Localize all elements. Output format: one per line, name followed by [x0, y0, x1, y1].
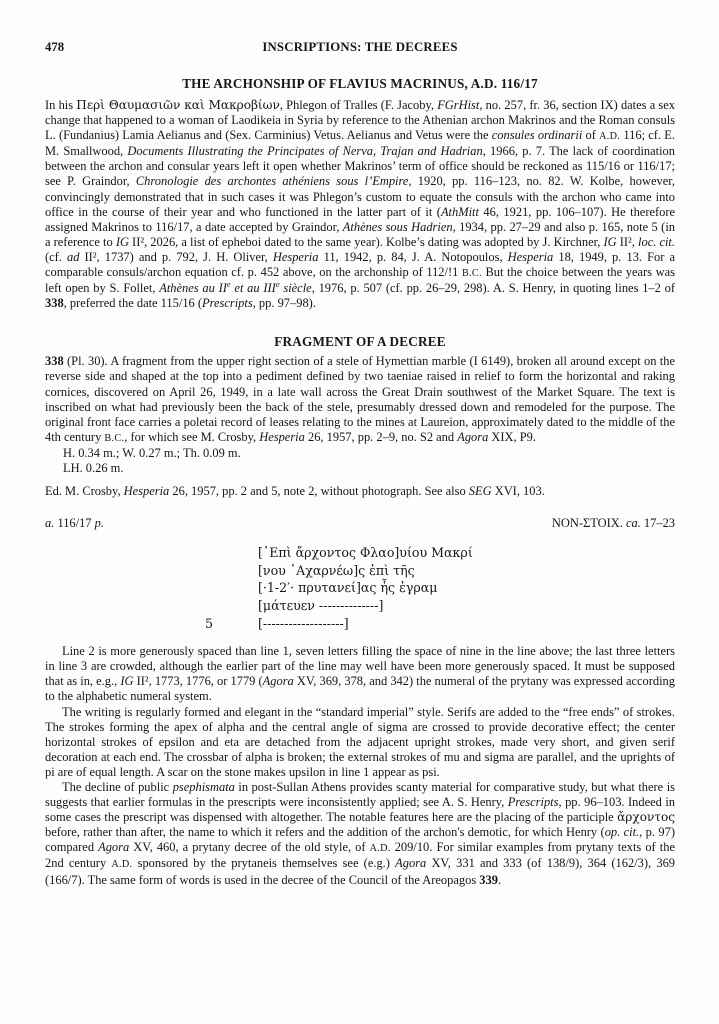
section-title: THE ARCHONSHIP OF FLAVIUS MACRINUS, A.D. 116/17 [182, 76, 538, 91]
inscription-line [205, 562, 675, 580]
decree-description: 338 (Pl. 30). A fragment from the upper right section of a stele of Hymettian marble (I 6149), broken all around except on the reverse side and shaped at the top into a pediment defined by two taeniae raised in relief to form the horizontal and raking cornices, discovered on April 26, 1949, in a late wall across the Great Drain southwest of the Market Square. The text is inscribed on what had previously been the back of the stele, presumably dressed down and remodeled for the purpose. The original front face carries a poletai record of leases relating to the mines at Laureion, approximately dated to the middle of the 4th century B.C., for which see M. Crosby, Hesperia 26, 1957, pp. 2–9, no. S2 and Agora XIX, P9. [45, 354, 675, 444]
commentary-paragraph-spacing: Line 2 is more generously spaced than line 1, seven letters filling the space of nine in the line above; the last three letters in line 3 are crowded, although the earlier part of the line may well have been more generously spaced. It must be supposed that as in, e.g., IG II², 1773, 1776, or 1779 (Agora XV, 369, 378, and 342) the numeral of the prytany was expressed according to the alphabetic numeral system. [45, 644, 675, 704]
decree-heading: FRAGMENT OF A DECREE [274, 334, 446, 350]
running-title: INSCRIPTIONS: THE DECREES [262, 40, 458, 54]
inscription-text: [μάτευεν --------------] [258, 597, 384, 613]
page-number: 478 [45, 40, 65, 54]
inscription-line [205, 544, 675, 562]
inscription-line [205, 579, 675, 597]
inscription-text: [νου ᾿Αχαρνέω]ς ἐπὶ τῆς [258, 562, 415, 578]
dimensions-line: H. 0.34 m.; W. 0.27 m.; Th. 0.09 m. [63, 445, 241, 460]
date-line [45, 516, 675, 531]
commentary-paragraph-decline: The decline of public psephismata in post-Sullan Athens provides scanty material for comparative study, but what there is suggests that earlier formulas in the prescripts were inconsistently applied; see A. S. Henry, Prescripts, pp. 96–103. Indeed in some cases the prescript was dispensed with altogether. The notable features here are the placing of the participle ἄρχοντος before, rather than after, the name to which it refers and the addition of the archon's demotic, for which Henry (op. cit., p. 97) compared Agora XV, 460, a prytany decree of the old style, of A.D. 209/10. For similar examples from prytany texts of the 2nd century A.D. sponsored by the prytaneis themselves see (e.g.) Agora XV, 331 and 333 (of 138/9), 364 (162/3), 369 (166/7). The same form of words is used in the decree of the Council of the Areopagos 339. [45, 779, 676, 887]
inscription-line [205, 597, 675, 615]
edition-line: Ed. M. Crosby, Hesperia 26, 1957, pp. 2 and 5, note 2, without photograph. See also SEG XVI, 103. [45, 484, 545, 499]
inscription-text: [·1-2′· πρυτανεί]ας ἧς ἐγραμ [258, 580, 438, 596]
intro-paragraph: In his Περὶ Θαυμασιῶν καὶ Μακροβίων, Phlegon of Tralles (F. Jacoby, FGrHist, no. 257, fr. 36, section IX) dates a sex change that happened to a woman of Laodikeia in Syria by reference to the Athenian archon Makrinos and the Roman consuls L. (Fundanius) Lamia Aelianus and (Sex. Carminius) Vetus. Aelianus and Vetus were the consules ordinarii of A.D. 116; cf. E. M. Smallwood, Documents Illustrating the Principates of Nerva, Trajan and Hadrian, 1966, p. 7. The lack of coordination between the archon and consular years left it open whether Makrinos’ term of office should be reckoned as 115/16 or 116/17; see P. Graindor, Chronologie des archontes athéniens sous l’Empire, 1920, pp. 116–123, no. 82. W. Kolbe, however, convincingly demonstrated that in such cases it was Phlegon’s custom to equate the consuls with the archon who came into office in the course of their year and who functioned in the latter part of it (AthMitt 46, 1921, pp. 106–107). He therefore assigned Makrinos to 116/17, a date accepted by Graindor, Athènes sous Hadrien, 1934, pp. 27–29 and also p. 165, note 5 (in a reference to IG II², 2026, a list of epheboi dated to the same year). Kolbe’s dating was adopted by J. Kirchner, IG II², loc. cit. (cf. ad II², 1737) and p. 792, J. H. Oliver, Hesperia 11, 1942, p. 84, J. A. Notopoulos, Hesperia 18, 1949, p. 13. For a comparable consuls/archon equation cf. p. 452 above, on the archonship of 112/!1 B.C. But the choice between the years was left open by S. Follet, Athènes au IIe et au IIIe siècle, 1976, p. 507 (cf. pp. 26–29, 298). A. S. Henry, in quoting lines 1–2 of 338, preferred the date 115/16 (Prescripts, pp. 97–98). [45, 98, 676, 311]
date-label-left: a. 116/17 p. [45, 516, 104, 531]
inscription-text: [᾿Επὶ ἄρχοντος Φλαο]υίου Μακρί [258, 545, 473, 561]
commentary-paragraph-writing: The writing is regularly formed and elegant in the “standard imperial” style. Serifs are added to the “free ends” of strokes. The strokes forming the apex of alpha and the central angle of sigma are crossed to provide decorative effect; the center horizontal strokes of epsilon and eta are detached from the adjacent upright strokes, made very short, and given serif decoration at each end. The crossbar of alpha is broken; the external strokes of mu and sigma are parallel, and the uprights of pi are of equal length. A scar on the stone makes upsilon in line 1 appear as psi. [45, 704, 675, 779]
line-number: 5 [205, 615, 214, 631]
commentary [45, 644, 675, 888]
inscription-block [205, 544, 675, 632]
stoich-label-right: NON-ΣΤΟΙΧ. ca. 17–23 [551, 516, 675, 531]
letter-height-line: LH. 0.26 m. [63, 460, 124, 475]
running-header [45, 40, 675, 55]
inscription-text: [-------------------] [258, 615, 349, 631]
inscription-line [205, 615, 675, 633]
